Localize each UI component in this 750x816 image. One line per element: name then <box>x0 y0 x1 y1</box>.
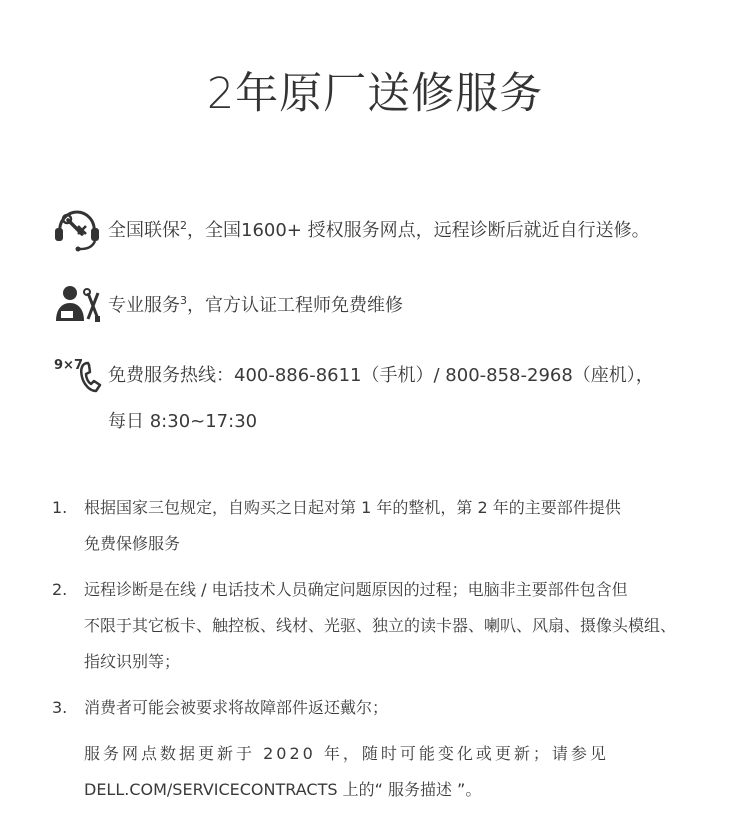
footnote-3: 3 <box>180 294 187 307</box>
feature-service-network <box>52 208 650 254</box>
footnote-line: 免费保修服务 <box>84 534 181 553</box>
footnote-number: 3. <box>52 698 68 717</box>
footnote-line: 消费者可能会被要求将故障部件返还戴尔； <box>84 698 389 717</box>
footnote-extra <box>84 736 702 808</box>
footnote-extra-line-1: 服务网点数据更新于 2020 年，随时可能变化或更新；请参见 <box>84 744 609 763</box>
hotline-badge: 9×7 <box>54 358 83 373</box>
footnote-2: 2 <box>180 219 187 232</box>
phone-9x7-icon <box>52 353 108 397</box>
feature-service-network-text-before: 全国联保 <box>108 220 180 241</box>
feature-pro-service-text-after: ，官方认证工程师免费维修 <box>187 295 403 316</box>
footnote-item <box>52 490 702 562</box>
footnote-number: 2. <box>52 580 68 599</box>
feature-pro-service <box>52 283 403 329</box>
page-title: 2年原厂送修服务 <box>206 69 544 119</box>
hotline-line-1: 免费服务热线：400-886-8611（手机）/ 800-858-2968（座机）， <box>108 365 654 386</box>
headset-wrench-icon <box>52 208 108 252</box>
footnote-number: 1. <box>52 498 68 517</box>
footnote-line: 指纹识别等； <box>84 652 181 671</box>
footnote-item <box>52 690 702 726</box>
footnote-extra-line-2: DELL.COM/SERVICECONTRACTS 上的“ 服务描述 ”。 <box>84 780 482 799</box>
feature-service-network-text-after: ，全国1600+ 授权服务网点，远程诊断后就近自行送修。 <box>187 220 650 241</box>
feature-pro-service-text-before: 专业服务 <box>108 295 180 316</box>
footnote-item <box>52 572 702 680</box>
footnotes <box>52 490 702 808</box>
engineer-tools-icon <box>52 283 108 327</box>
footnote-line: 远程诊断是在线 / 电话技术人员确定问题原因的过程；电脑非主要部件包含但 <box>84 580 628 599</box>
footnote-line: 不限于其它板卡、触控板、线材、光驱、独立的读卡器、喇叭、风扇、摄像头模组、 <box>84 616 677 635</box>
feature-hotline <box>52 353 654 445</box>
footnote-line: 根据国家三包规定，自购买之日起对第 1 年的整机，第 2 年的主要部件提供 <box>84 498 621 517</box>
hotline-line-2: 每日 8:30~17:30 <box>108 411 258 432</box>
